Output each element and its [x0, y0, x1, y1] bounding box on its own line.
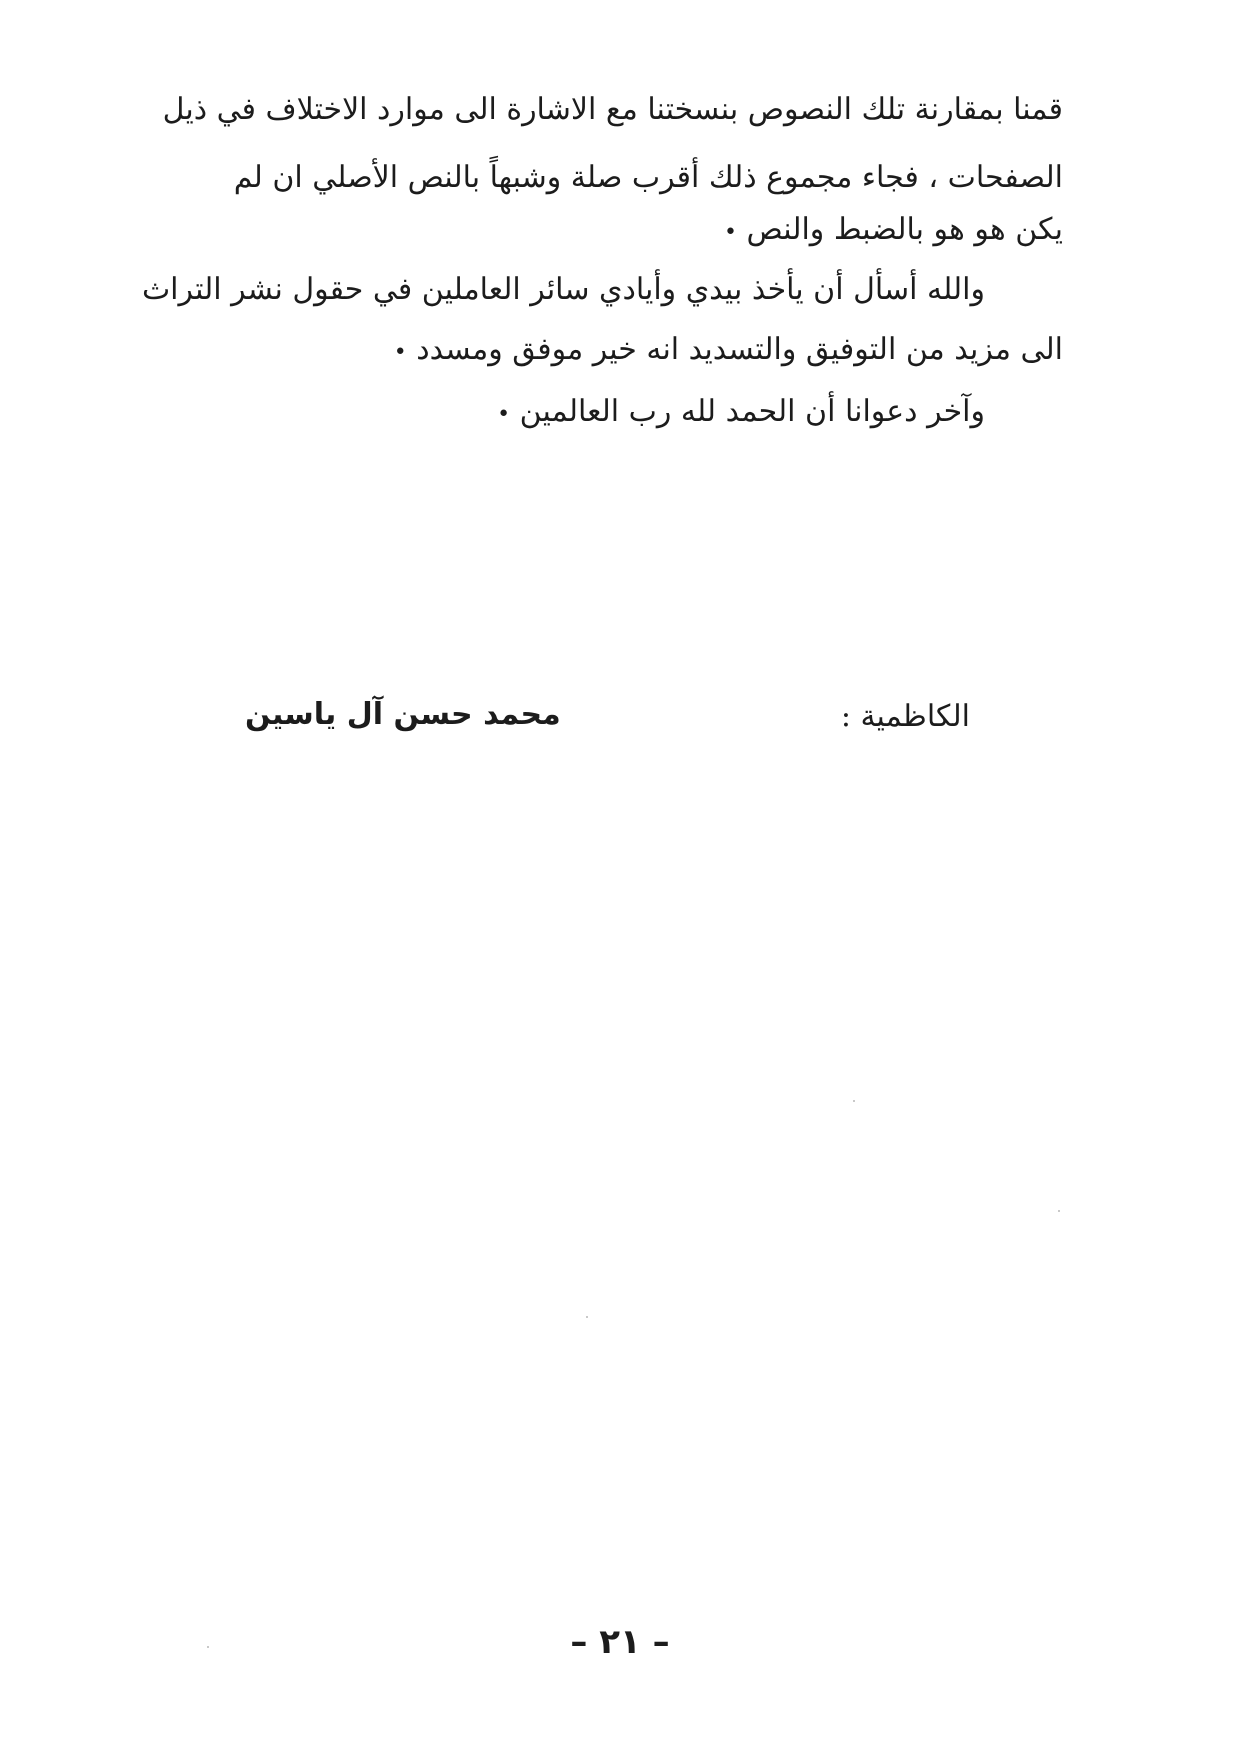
signature-author: محمد حسن آل ياسين [245, 697, 561, 732]
paragraph-text: والله أسأل أن يأخذ بيدي وأيادي سائر العاملين في حقول نشر التراث [141, 272, 985, 307]
paragraph-text: يكن هو هو بالضبط والنص [746, 212, 1063, 247]
paragraph-line-4 [142, 268, 985, 312]
paragraph-line-1 [163, 88, 1063, 132]
bullet-mark: • [723, 220, 737, 245]
paragraph-text: الى مزيد من التوفيق والتسديد انه خير موفق ومسدد [416, 332, 1063, 367]
paragraph-text: قمنا بمقارنة تلك النصوص بنسختنا مع الاشارة الى موارد الاختلاف في ذيل [162, 92, 1063, 127]
scan-speck [853, 1100, 855, 1102]
scan-speck [207, 1646, 209, 1648]
signature-place: الكاظمية : [840, 699, 970, 734]
paragraph-line-2 [234, 156, 1063, 200]
paragraph-line-6 [497, 390, 985, 437]
bullet-mark: • [497, 402, 511, 427]
paragraph-text: الصفحات ، فجاء مجموع ذلك أقرب صلة وشبهاً بالنص الأصلي ان لم [233, 160, 1063, 195]
scan-speck [1058, 1210, 1060, 1212]
page-number: – ٢١ – [570, 1622, 670, 1662]
paragraph-line-5 [394, 328, 1063, 375]
paragraph-line-3 [724, 208, 1063, 255]
paragraph-text: وآخر دعوانا أن الحمد لله رب العالمين [519, 394, 985, 429]
bullet-mark: • [393, 340, 407, 365]
scan-speck [586, 1316, 588, 1318]
